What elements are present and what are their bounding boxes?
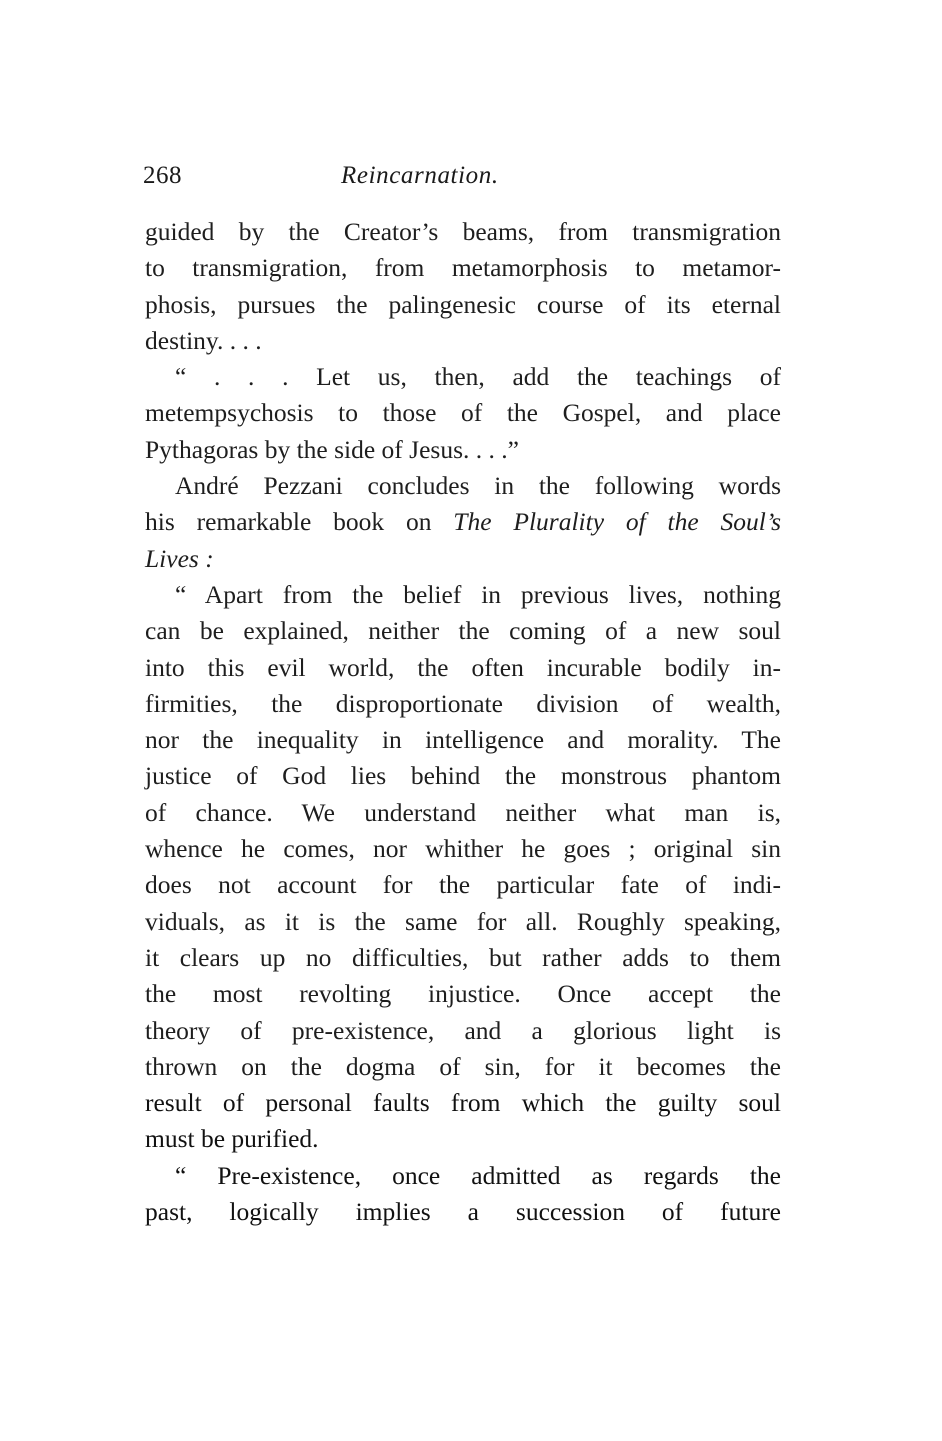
paragraph-5 [145, 1158, 781, 1231]
text-line: “ . . . Let us, then, add the teachings of [175, 362, 781, 392]
text-line: firmities, the disproportionate division of wealth, [145, 688, 781, 718]
text-line: nor the inequality in intelligence and morality. The [145, 725, 781, 755]
page-number: 268 [143, 162, 182, 189]
text-line: “ Apart from the belief in previous lives, nothing [175, 579, 781, 609]
running-title: Reincarnation. [341, 162, 499, 189]
text-line: “ Pre-existence, once admitted as regards the [175, 1160, 781, 1190]
text-line: whence he comes, nor whither he goes ; original sin [145, 834, 781, 864]
text-line: the most revolting injustice. Once accept the [145, 979, 781, 1009]
text-line [145, 504, 781, 540]
text-line: does not account for the particular fate of indi- [145, 870, 781, 900]
body-text [145, 214, 781, 1230]
text-run: his remarkable book on [145, 507, 432, 537]
text-line: Pythagoras by the side of Jesus. . . .” [145, 434, 519, 464]
book-title-continued: Lives : [145, 543, 214, 573]
text-line: viduals, as it is the same for all. Roughly speaking, [145, 906, 781, 936]
text-line: of chance. We understand neither what man is, [145, 797, 781, 827]
text-line: into this evil world, the often incurable bodily in- [145, 652, 781, 682]
text-line: metempsychosis to those of the Gospel, and place [145, 398, 781, 428]
paragraph-4-quotation [145, 577, 781, 1158]
text-line: phosis, pursues the palingenesic course of its eternal [145, 289, 781, 319]
text-line: to transmigration, from metamorphosis to metamor- [145, 253, 781, 283]
text-line: theory of pre-existence, and a glorious light is [145, 1015, 781, 1045]
paragraph-3 [145, 468, 781, 577]
text-line: result of personal faults from which the guilty soul [145, 1088, 781, 1118]
text-line: past, logically implies a succession of future [145, 1197, 781, 1227]
text-line: can be explained, neither the coming of a new soul [145, 616, 781, 646]
text-line: destiny. . . . [145, 325, 262, 355]
text-line: thrown on the dogma of sin, for it becomes the [145, 1051, 781, 1081]
paragraph-2 [145, 359, 781, 468]
text-line: guided by the Creator’s beams, from transmigration [145, 217, 781, 246]
text-line: it clears up no difficulties, but rather adds to them [145, 942, 781, 972]
running-head [143, 158, 783, 194]
text-line: must be purified. [145, 1124, 319, 1154]
text-line: justice of God lies behind the monstrous phantom [145, 761, 781, 791]
book-title: The Plurality of the Soul’s [453, 507, 782, 537]
text-line: André Pezzani concludes in the following words [175, 471, 781, 501]
paragraph-1 [145, 214, 781, 359]
